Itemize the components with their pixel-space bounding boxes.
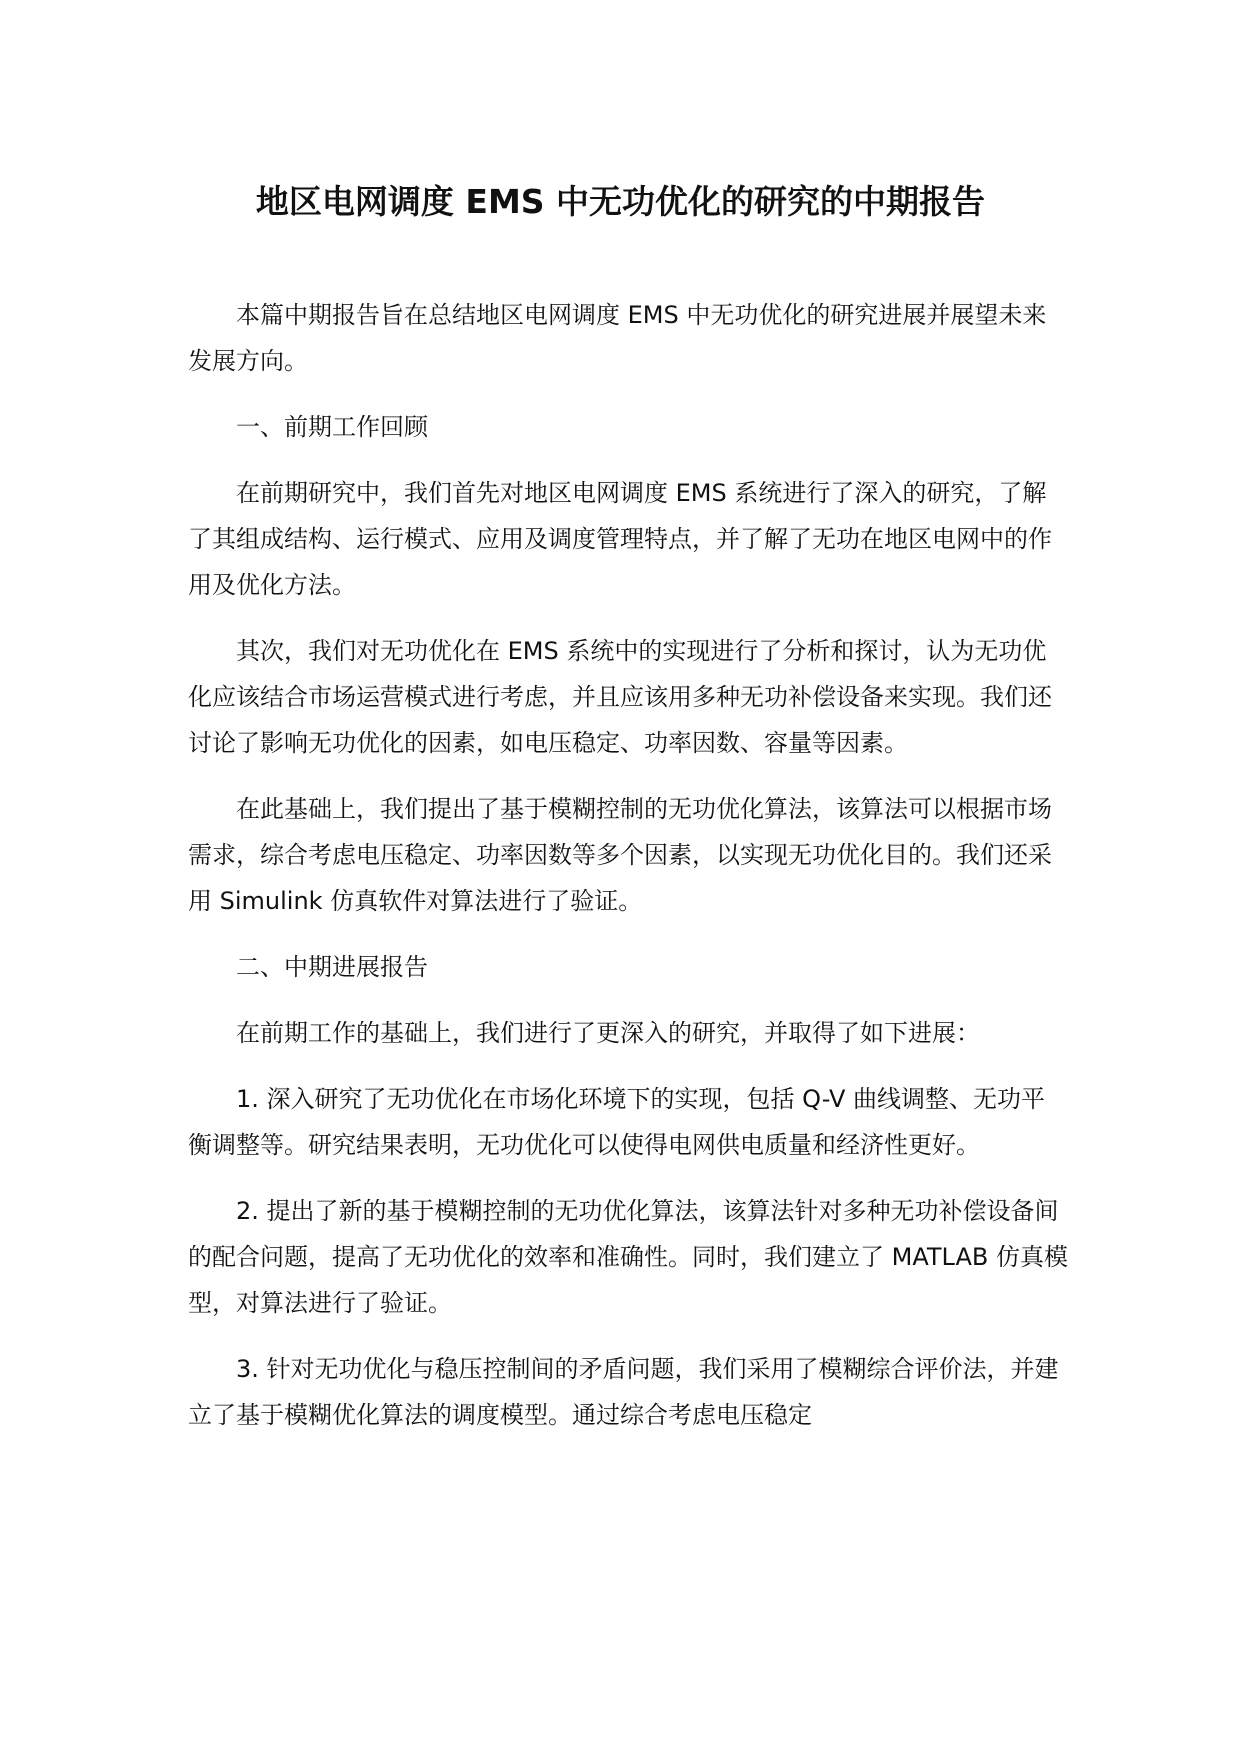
intro-paragraph: 本篇中期报告旨在总结地区电网调度 EMS 中无功优化的研究进展并展望未来发展方向。	[188, 301, 1047, 375]
list-item: 3. 针对无功优化与稳压控制间的矛盾问题，我们采用了模糊综合评价法，并建立了基于模糊优化算法的调度模型。通过综合考虑电压稳定	[188, 1355, 1059, 1429]
body-paragraph: 其次，我们对无功优化在 EMS 系统中的实现进行了分析和探讨，认为无功优化应该结合市场运营模式进行考虑，并且应该用多种无功补偿设备来实现。我们还讨论了影响无功优化的因素，如电压稳定、功率因数、容量等因素。	[188, 637, 1052, 757]
document-title: 地区电网调度 EMS 中无功优化的研究的中期报告	[255, 182, 986, 221]
section-heading-progress: 二、中期进展报告	[236, 953, 428, 981]
list-item: 2. 提出了新的基于模糊控制的无功优化算法，该算法针对多种无功补偿设备间的配合问题，提高了无功优化的效率和准确性。同时，我们建立了 MATLAB 仿真模型，对算法进行了验证。	[188, 1197, 1068, 1317]
body-paragraph: 在此基础上，我们提出了基于模糊控制的无功优化算法，该算法可以根据市场需求，综合考虑电压稳定、功率因数等多个因素，以实现无功优化目的。我们还采用 Simulink 仿真软件对算法进行了验证。	[188, 795, 1052, 915]
document-body	[188, 292, 1068, 1458]
section-heading-review: 一、前期工作回顾	[236, 413, 428, 441]
body-paragraph: 在前期工作的基础上，我们进行了更深入的研究，并取得了如下进展：	[236, 1019, 980, 1047]
body-paragraph: 在前期研究中，我们首先对地区电网调度 EMS 系统进行了深入的研究，了解了其组成结构、运行模式、应用及调度管理特点，并了解了无功在地区电网中的作用及优化方法。	[188, 479, 1052, 599]
list-item: 1. 深入研究了无功优化在市场化环境下的实现，包括 Q-V 曲线调整、无功平衡调整等。研究结果表明，无功优化可以使得电网供电质量和经济性更好。	[188, 1085, 1046, 1159]
